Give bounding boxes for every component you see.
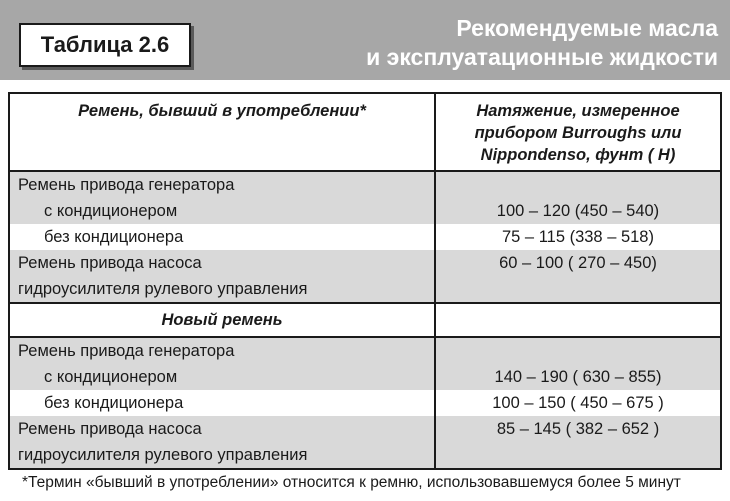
header-band [0,0,730,80]
used-belt-group [9,171,721,303]
column-header-belt: Ремень, бывший в употреблении* [9,93,435,171]
used-without-ac-label: без кондиционера [44,228,184,246]
new-without-ac-label: без кондиционера [44,394,184,412]
new-gen-belt-label: Ремень привода генератора [10,338,434,364]
new-belt-section-row [9,303,721,337]
new-belt-section-title: Новый ремень [9,303,435,337]
used-without-ac-value: 75 – 115 (338 – 518) [502,228,654,246]
new-belt-group [9,337,721,469]
used-belt-labels [9,171,435,303]
column-header-tension [435,93,721,171]
used-belt-values [435,171,721,303]
new-belt-values [435,337,721,469]
used-ps-belt-label-1: Ремень привода насоса [10,250,434,276]
table-number-label: Таблица 2.6 [19,23,191,67]
new-ps-value: 85 – 145 ( 382 – 652 ) [436,416,720,442]
used-with-ac-label: с кондиционером [10,198,434,224]
table-title [366,14,718,72]
new-with-ac-label: с кондиционером [10,364,434,390]
belt-tension-table [8,92,722,470]
new-ps-belt-label-1: Ремень привода насоса [10,416,434,442]
table-header-row [9,93,721,171]
new-without-ac-value: 100 – 150 ( 450 – 675 ) [492,394,664,412]
used-ps-value: 60 – 100 ( 270 – 450) [436,250,720,276]
footnote: *Термин «бывший в употреблении» относится к ремню, использовавшемуся более 5 минут [22,474,681,491]
tension-header-line-3: Nippondenso, фунт ( Н) [480,146,676,164]
used-with-ac-value: 100 – 120 (450 – 540) [436,198,720,224]
new-belt-labels [9,337,435,469]
used-gen-belt-label: Ремень привода генератора [10,172,434,198]
title-line-1: Рекомендуемые масла [456,15,718,41]
title-line-2: и эксплуатационные жидкости [366,44,718,70]
used-ps-belt-label-2: гидроусилителя рулевого управления [10,276,434,302]
tension-header-line-1: Натяжение, измеренное [476,102,680,120]
new-with-ac-value: 140 – 190 ( 630 – 855) [436,364,720,390]
tension-header-line-2: прибором Burroughs или [474,124,682,142]
new-ps-belt-label-2: гидроусилителя рулевого управления [10,442,434,468]
